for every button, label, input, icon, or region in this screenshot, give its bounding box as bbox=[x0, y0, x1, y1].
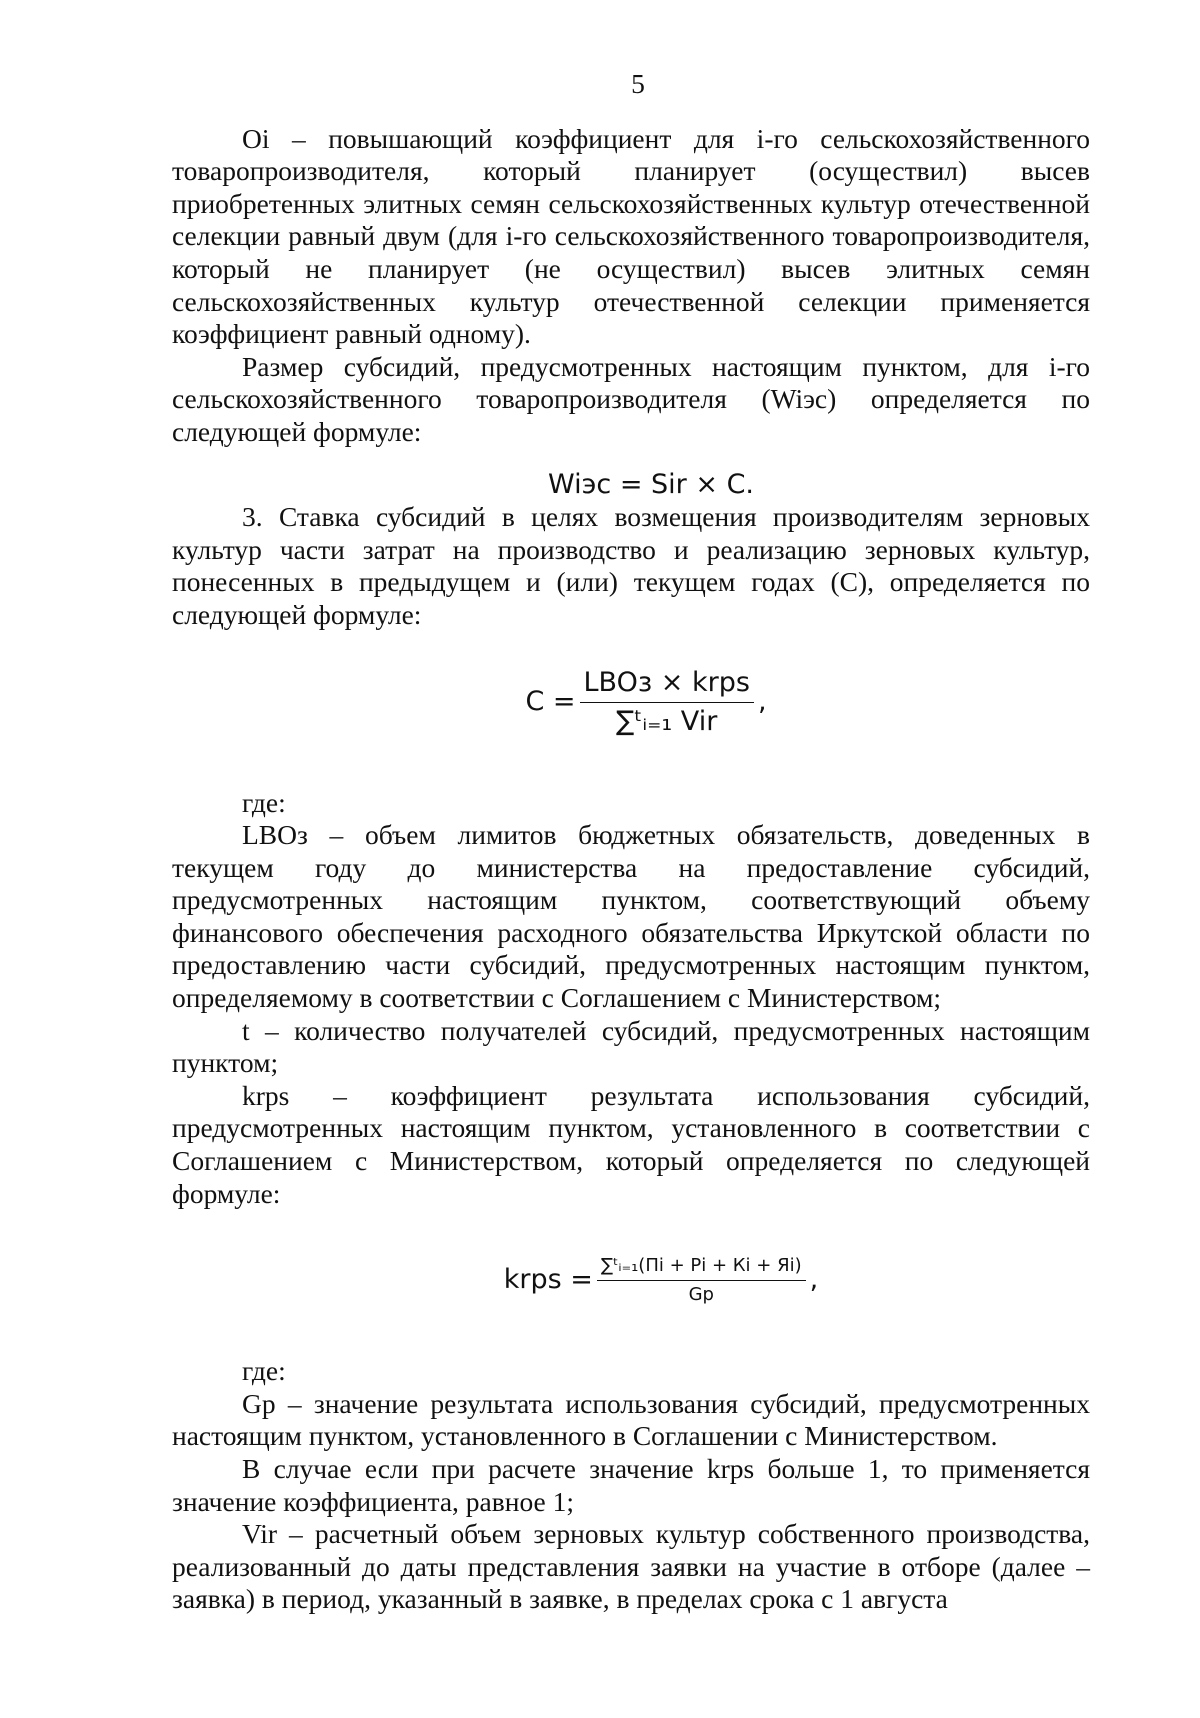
formula-c-denominator: ∑ᵗᵢ₌₁ Vir bbox=[616, 705, 718, 737]
formula-krps-fraction bbox=[597, 1254, 806, 1307]
paragraph-gp: Gp – значение результата использования субсидий, предусмотренных настоящим пунктом, установленного в Соглашении с Министерством. bbox=[172, 1387, 1090, 1452]
where-label-2: где: bbox=[242, 1355, 286, 1387]
formula-w-subsidy: Wiэс = Sir × C. bbox=[547, 468, 755, 500]
paragraph-subsidy-rate: 3. Ставка субсидий в целях возмещения производителям зерновых культур части затрат на производство и реализацию зерновых культур, понесенных в предыдущем и (или) текущем годах (С), определяется по следующей формуле: bbox=[172, 501, 1090, 630]
formula-c-numerator: LBOз × krps bbox=[580, 666, 754, 703]
formula-krps-lhs: krps = bbox=[503, 1264, 593, 1296]
formula-c-lhs: C = bbox=[525, 685, 576, 717]
formula-c-tail: , bbox=[757, 685, 767, 717]
formula-krps-numerator: ∑ᵗᵢ₌₁(Пi + Рi + Кi + Яi) bbox=[597, 1254, 806, 1281]
paragraph-vir: Vir – расчетный объем зерновых культур собственного производства, реализованный до даты представления заявки на участие в отборе (далее – заявка) в период, указанный в заявке, в пределах срока с 1 августа bbox=[172, 1518, 1090, 1615]
page-number: 5 bbox=[631, 68, 645, 99]
paragraph-t: t – количество получателей субсидий, предусмотренных настоящим пунктом; bbox=[172, 1014, 1090, 1079]
paragraph-lbo: LBOз – объем лимитов бюджетных обязательств, доведенных в текущем году до министерства на предоставление субсидий, предусмотренных настоящим пунктом, соответствующий объему финансового обеспечения расходного обязательства Иркутской области по предоставлению части субсидий, предусмотренных настоящим пунктом, определяемому в соответствии с Соглашением с Министерством; bbox=[172, 819, 1090, 1014]
formula-krps bbox=[172, 1254, 1090, 1307]
where-label-1: где: bbox=[242, 786, 286, 818]
formula-c-fraction bbox=[580, 666, 754, 739]
formula-c-rate bbox=[172, 666, 1090, 739]
formula-krps-denominator: Gp bbox=[688, 1284, 714, 1306]
formula-krps-tail: , bbox=[809, 1264, 819, 1296]
paragraph-krps: krps – коэффициент результата использования субсидий, предусмотренных настоящим пунктом, установленного в соответствии с Соглашением с Министерством, который определяется по следующей формуле: bbox=[172, 1079, 1090, 1209]
paragraph-subsidy-size: Размер субсидий, предусмотренных настоящим пунктом, для i-го сельскохозяйственного товаропроизводителя (Wiэс) определяется по следующей формуле: bbox=[172, 350, 1090, 447]
paragraph-coefficient-oi: Оi – повышающий коэффициент для i-го сельскохозяйственного товаропроизводителя, который планирует (осуществил) высев приобретенных элитных семян сельскохозяйственных культур отечественной селекции равный двум (для i-го сельскохозяйственного товаропроизводителя, который не планирует (не осуществил) высев элитных семян сельскохозяйственных культур отечественной селекции применяется коэффициент равный одному). bbox=[172, 122, 1090, 350]
paragraph-krps-limit: В случае если при расчете значение krps больше 1, то применяется значение коэффициента, равное 1; bbox=[172, 1453, 1090, 1517]
